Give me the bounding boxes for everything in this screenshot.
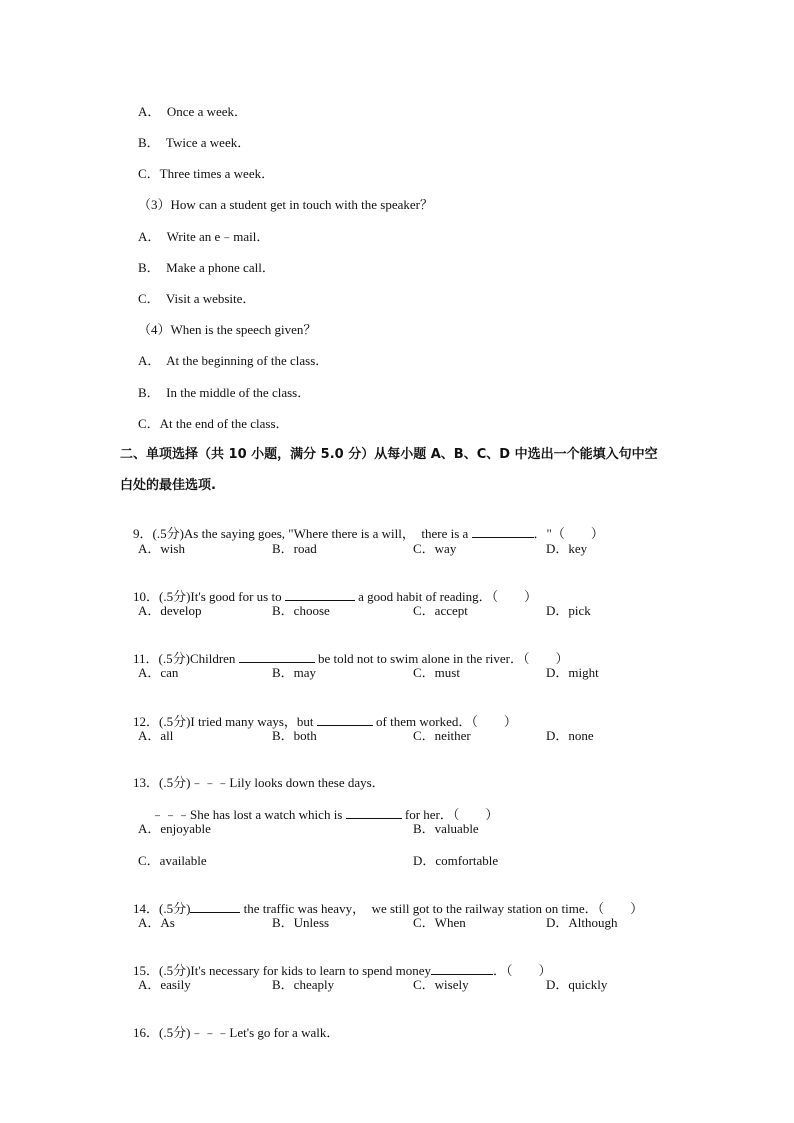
question-9 xyxy=(120,509,604,558)
q9-option-c: C．way xyxy=(413,541,457,556)
q12-option-d: D．none xyxy=(546,728,594,743)
q3-option-a: A． Write an e﹣mail． xyxy=(138,229,270,244)
answer-blank xyxy=(472,525,534,538)
q2-option-c: C．Three times a week． xyxy=(138,166,275,181)
question-text-post: the traffic was heavy， we still got to the railway station on time．（ ） xyxy=(240,901,644,916)
q13-option-b: B．valuable xyxy=(413,821,479,836)
q14-option-a: A．As xyxy=(138,915,175,930)
question-text-pre: ﹣﹣﹣Let's go for a walk． xyxy=(190,1025,340,1040)
q4-stem: （4）When is the speech given？ xyxy=(138,322,317,337)
question-text-post: ．（ ） xyxy=(493,963,552,978)
q2-option-a: A． Once a week． xyxy=(138,104,248,119)
q13-option-a: A．enjoyable xyxy=(138,821,211,836)
question-number: 10．(.5分) xyxy=(133,589,191,604)
section-title-line2: 白处的最佳选项. xyxy=(120,478,216,493)
answer-blank xyxy=(239,650,315,663)
q13-option-c: C．available xyxy=(138,853,207,868)
question-text-pre: It's necessary for kids to learn to spend money xyxy=(190,963,432,978)
question-16 xyxy=(120,1009,339,1057)
q11-option-a: A．can xyxy=(138,665,179,680)
question-text-post: ．"（ ） xyxy=(533,526,604,541)
q11-option-c: C．must xyxy=(413,665,460,680)
q10-option-b: B．choose xyxy=(272,603,330,618)
question-text-pre: As the saying goes, "Where there is a will， there is a xyxy=(183,526,472,541)
q14-option-b: B．Unless xyxy=(272,915,330,930)
q14-option-c: C．When xyxy=(413,915,466,930)
q4-option-a: A． At the beginning of the class． xyxy=(138,353,329,368)
question-text-post: of them worked．（ ） xyxy=(372,714,517,729)
q14-option-d: D．Although xyxy=(546,915,618,930)
q3-option-b: B． Make a phone call． xyxy=(138,260,275,275)
q4-option-c: C．At the end of the class． xyxy=(138,416,289,431)
q2-option-b: B． Twice a week． xyxy=(138,135,251,150)
q12-option-b: B．both xyxy=(272,728,317,743)
q10-option-a: A．develop xyxy=(138,603,202,618)
question-number: 14．(.5分) xyxy=(133,901,191,916)
answer-blank xyxy=(317,713,373,726)
question-text-post: for her．（ ） xyxy=(401,807,499,822)
q9-option-d: D．key xyxy=(546,541,588,556)
question-text-pre: Children xyxy=(189,651,239,666)
question-number: 13．(.5分) xyxy=(133,775,191,790)
answer-blank xyxy=(431,962,493,975)
q12-option-a: A．all xyxy=(138,728,174,743)
answer-blank xyxy=(190,900,240,913)
question-number: 15．(.5分) xyxy=(133,963,191,978)
q10-option-d: D．pick xyxy=(546,603,591,618)
q10-option-c: C．accept xyxy=(413,603,468,618)
q9-option-b: B．road xyxy=(272,541,317,556)
question-number: 9．(.5分) xyxy=(133,526,184,541)
question-number: 12．(.5分) xyxy=(133,714,191,729)
question-text-pre: ﹣﹣﹣She has lost a watch which is xyxy=(151,807,346,822)
q9-option-a: A．wish xyxy=(138,541,185,556)
section-title-line1: 二、单项选择（共 10 小题，满分 5.0 分）从每小题 A、B、C、D 中选出一个能填入句中空 xyxy=(120,447,658,462)
q13-option-d: D．comfortable xyxy=(413,853,499,868)
q15-option-a: A．easily xyxy=(138,977,191,992)
q3-stem: （3）How can a student get in touch with the speaker？ xyxy=(138,197,433,212)
answer-blank xyxy=(346,806,402,819)
q12-option-c: C．neither xyxy=(413,728,471,743)
question-number: 11．(.5分) xyxy=(133,651,190,666)
q11-option-d: D．might xyxy=(546,665,599,680)
q15-option-d: D．quickly xyxy=(546,977,608,992)
q15-option-c: C．wisely xyxy=(413,977,469,992)
question-text-pre: ﹣﹣﹣Lily looks down these days． xyxy=(190,775,385,790)
question-text-post: be told not to swim alone in the river．（ ） xyxy=(314,651,569,666)
question-text-post: a good habit of reading．（ ） xyxy=(354,589,538,604)
question-number: 16．(.5分) xyxy=(133,1025,191,1040)
answer-blank xyxy=(285,588,355,601)
q4-option-b: B． In the middle of the class． xyxy=(138,385,311,400)
question-text-pre: It's good for us to xyxy=(190,589,285,604)
q15-option-b: B．cheaply xyxy=(272,977,335,992)
question-text-pre: I tried many ways，but xyxy=(190,714,317,729)
q11-option-b: B．may xyxy=(272,665,317,680)
question-11 xyxy=(120,634,569,683)
q3-option-c: C． Visit a website． xyxy=(138,291,256,306)
